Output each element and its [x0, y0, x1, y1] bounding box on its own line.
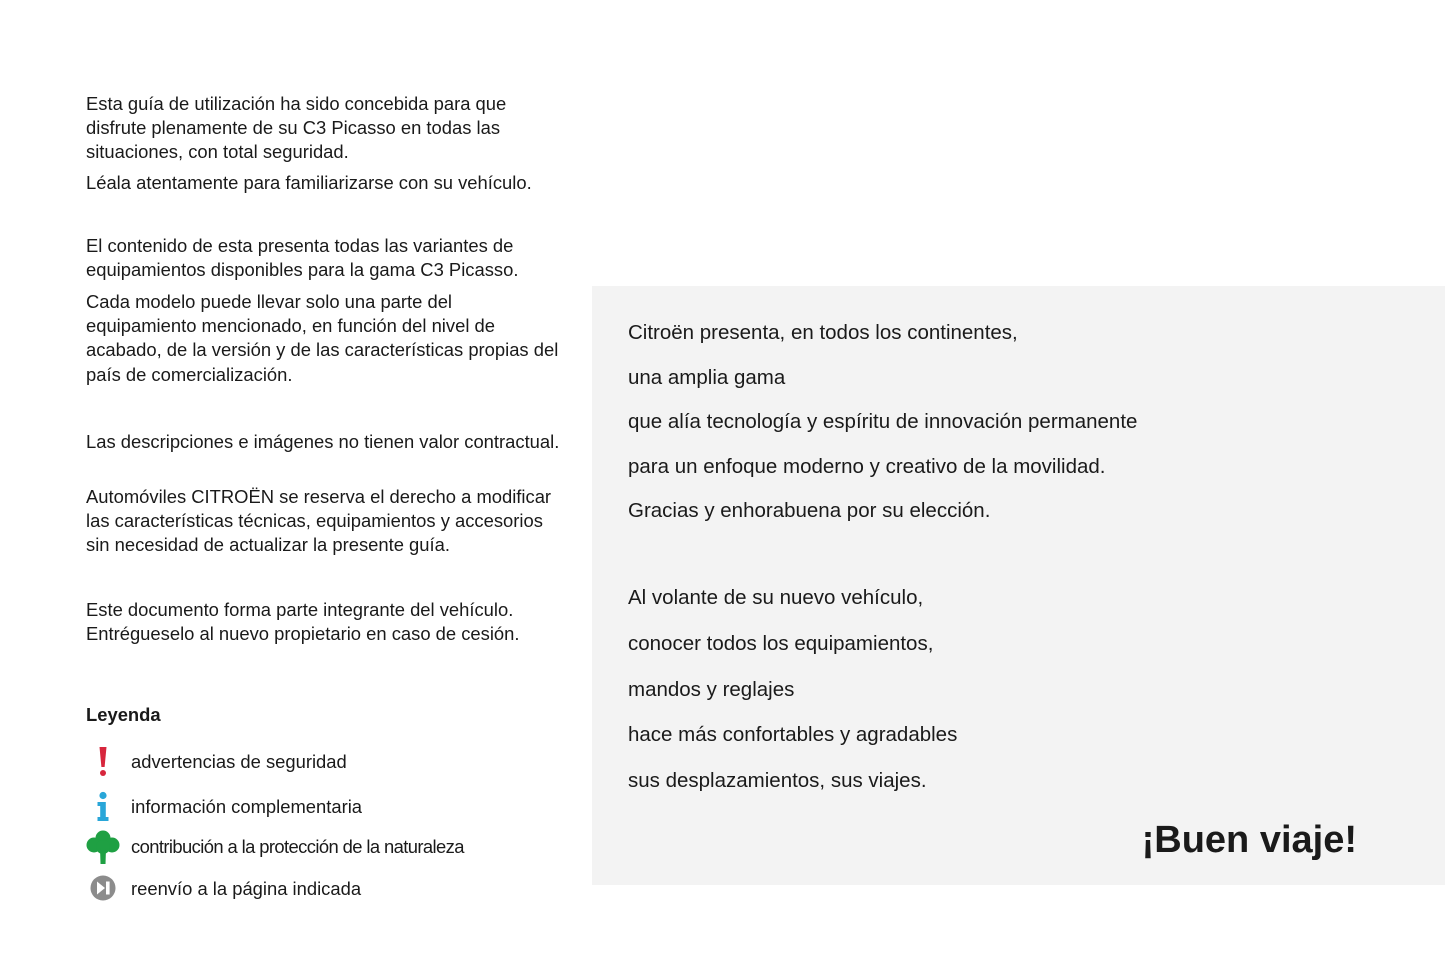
- intro-paragraph-2: El contenido de esta presenta todas las variantes de equipamientos disponibles para la gama C3 Picasso.: [86, 235, 519, 281]
- intro-paragraph-1: Esta guía de utilización ha sido concebida para que disfrute plenamente de su C3 Picasso en todas las situaciones, con total seguridad.: [86, 93, 507, 163]
- message-line: que alía tecnología y espíritu de innovación permanente: [628, 410, 1138, 433]
- intro-paragraph-4: Este documento forma parte integrante del vehículo. Entrégueselo al nuevo propietario en caso de cesión.: [86, 599, 520, 645]
- page-reference-icon: [86, 872, 120, 906]
- legend-item-safety: [86, 745, 556, 779]
- tree-icon: [86, 830, 120, 864]
- legend-title: Leyenda: [86, 704, 161, 725]
- legend-label: contribución a la protección de la naturaleza: [131, 836, 464, 857]
- message-line: Citroën presenta, en todos los continentes,: [628, 321, 1018, 344]
- message-line: conocer todos los equipamientos,: [628, 632, 934, 655]
- message-line: una amplia gama: [628, 366, 786, 389]
- legend-label: reenvío a la página indicada: [131, 878, 362, 899]
- intro-paragraph-1b: Léala atentamente para familiarizarse con su vehículo.: [86, 172, 532, 193]
- info-icon: [86, 790, 120, 824]
- legend-item-info: [86, 790, 556, 824]
- message-line: Al volante de su nuevo vehículo,: [628, 586, 924, 609]
- message-line: Gracias y enhorabuena por su elección.: [628, 499, 991, 522]
- intro-paragraph-3b: Automóviles CITROËN se reserva el derecho a modificar las características técnicas, equipamientos y accesorios sin necesidad de actualizar la presente guía.: [86, 486, 552, 556]
- message-line: mandos y reglajes: [628, 678, 795, 701]
- closing-greeting: ¡Buen viaje!: [1141, 819, 1357, 861]
- intro-paragraph-2b: Cada modelo puede llevar solo una parte del equipamiento mencionado, en función del nivel de acabado, de la versión y de las características propias del país de comercialización.: [86, 291, 559, 385]
- legend-item-environment: [86, 830, 556, 864]
- message-line: sus desplazamientos, sus viajes.: [628, 769, 927, 792]
- exclamation-icon: [86, 745, 120, 779]
- message-line: para un enfoque moderno y creativo de la movilidad.: [628, 455, 1106, 478]
- intro-paragraph-3: Las descripciones e imágenes no tienen valor contractual.: [86, 431, 560, 452]
- legend-item-page-reference: [86, 872, 556, 906]
- welcome-message-panel: [592, 286, 1445, 885]
- legend-label: información complementaria: [131, 796, 363, 817]
- legend-label: advertencias de seguridad: [131, 751, 347, 772]
- message-line: hace más confortables y agradables: [628, 723, 958, 746]
